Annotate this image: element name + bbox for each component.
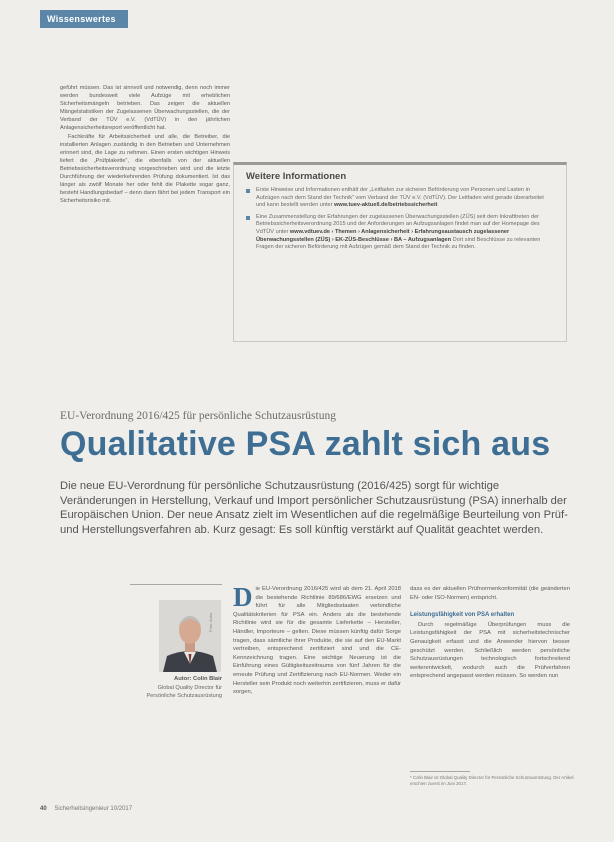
info-item — [246, 214, 554, 252]
article-column-1 — [233, 582, 401, 697]
article-kicker: EU-Verordnung 2016/425 für persönliche Schutzausrüstung — [60, 410, 336, 422]
section-tab: Wissenswertes — [40, 10, 128, 28]
portrait-image — [159, 600, 221, 672]
info-box-title: Weitere Informationen — [246, 171, 347, 182]
footnote-divider — [410, 771, 470, 772]
author-role: Global Quality Director für Persönliche Schutzausrüstung — [146, 685, 222, 700]
top-paragraph: geführt müssen. Das ist sinnvoll und notwendig, denn noch immer werden bundesweit viele Aufzüge mit erheblichen Sicherheitsmängeln betrieben. Das zeigen die aktuellen Mängelstatistiken der Zugelassenen Überwachungsstellen, die der Verband der TÜV e.V. (VdTÜV) in den jährlichen Anlagensicherheitsreport veröffentlicht hat. — [60, 85, 230, 132]
top-paragraph: Fachkräfte für Arbeitssicherheit und alle, die Betreiber, die installierten Anlagen zuständig in den Betrieben und Unternehmen erinnert sind, die Lage zu nehmen. Einen ersten wichtigen Hinweis liefert die „Prüfplakette“, die ebenfalls von der aktuellen Betriebssicherheitsverordnung vorgeschrieben wird und die letzte Durchführung der wiederkehrenden Prüfung dokumentiert. Ist das länger als zwölf Monate her oder fehlt die Plakette sogar ganz, besteht Handlungsbedarf – denn dann fährt bei jedem Transport ein Sicherheitsrisiko mit. — [60, 133, 230, 205]
page-footer — [40, 806, 132, 812]
square-bullet-icon — [246, 189, 250, 193]
article-lead: Die neue EU-Verordnung für persönliche Schutzausrüstung (2016/425) sorgt für wichtige Veränderungen in Herstellung, Verkauf und Import persönlicher Schutzausrüstung (PSA) innerhalb der Europäischen Union. Der neue Ansatz zielt im Wesentlichen auf die regelmäßige Beurteilung von Prüf- und Herstellungsverfahren ab. Kurz gesagt: Es soll künftig verstärkt auf Qualität geachtet werden. — [60, 480, 568, 536]
info-item-link[interactable]: www.vdtuev.de › Themen › Anlagensicherheit › Erfahrungsaustausch zugelassener Überwachungsstellen (ZÜS) › EK-ZÜS-Beschlüsse › BA – Aufzugsanlagen — [256, 228, 510, 243]
author-name: Autor: Colin Blair — [174, 676, 222, 682]
column-text: Durch regelmäßige Überprüfungen muss die Leistungsfähigkeit der PSA mit sicherheitstechnischer Genauigkeit erfasst und die Anwender hiervon besser geschützt werden. Schließlich werden persönliche Schutzausrüstungen technologisch fortschreitend weiterentwickelt, wodurch auch die Prüfverfahren entsprechend angepasst werden müssen. So werden nun — [410, 621, 570, 680]
journal-name: Sicherheitsingenieur 10/2017 — [54, 806, 133, 812]
page-number: 40 — [40, 806, 47, 812]
column-subheading: Leistungsfähigkeit von PSA erhalten — [410, 612, 515, 619]
square-bullet-icon — [246, 216, 250, 220]
author-photo — [159, 600, 221, 672]
photo-credit: Foto: Autor — [208, 612, 213, 632]
top-text-column — [60, 84, 230, 205]
info-item-link[interactable]: www.tuev-aktuell.de/betriebssicherheit — [334, 202, 438, 209]
info-box — [233, 162, 567, 342]
drop-cap: D — [233, 582, 253, 612]
info-item-tail: Dort sind Beschlüsse zu relevanten Fragen der sicheren Beförderung mit Aufzügen gemäß dem Stand der Technik zu finden. — [256, 236, 541, 251]
divider — [130, 584, 222, 585]
article-column-2 — [410, 585, 570, 681]
info-item-text: Erste Hinweise und Informationen enthält der „Leitfaden zur sicheren Beförderung von Personen und Lasten in Aufzügen nach dem Stand der Technik“ vom Verband der TÜV e.V. (VdTÜV). Der Leitfaden wird gerade überarbeitet und kann bestellt werden unter — [256, 187, 544, 209]
info-item-text: Eine Zusammenstellung der Erfahrungen der zugelassenen Überwachungsstellen (ZÜS) seit dem Inkrafttreten der Betriebssicherheitsverordnung 2015 und der Anforderungen an Aufzugsanlagen findet man auf der Homepage des VdTÜV unter — [256, 213, 540, 235]
article-headline: Qualitative PSA zahlt sich aus — [60, 425, 551, 463]
column-text: dass es der aktuellen Prüfnormenkonformität (die geänderten EN- oder ISO-Normen) entspricht. — [410, 586, 570, 601]
column-text: ie EU-Verordnung 2016/425 wird ab dem 21. April 2018 die bestehende Richtlinie 89/686/EWG ersetzen und führt für alle Mitgliedsstaaten verbindliche Qualitätskriterien für PSA ein. Anders als die bestehende Richtlinie wird sie für die gesamte Lieferkette – Hersteller, Händler, Importeure – gelten. Diese müssen künftig dafür Sorge tragen, dass sämtliche ihrer Produkte, die sie auf den EU-Markt vertreiben, entsprechend zertifiziert sind und die CE-Kennzeichnung tragen. Eine wichtige Neuerung ist die Einführung eines Gültigkeitszeitraums von fünf Jahren für die erneute Prüfung und Zertifizierung nach EU-Normen. Weder ein Hersteller sein Produkt noch weiterhin zertifizieren, muss er dafür sorgen, — [233, 586, 401, 696]
footnote: * Colin Blair ist Global Quality Director für Persönliche Schutzausrüstung. Der Artikel erschien zuerst im Juni 2017. — [410, 775, 574, 786]
info-item — [246, 187, 554, 210]
